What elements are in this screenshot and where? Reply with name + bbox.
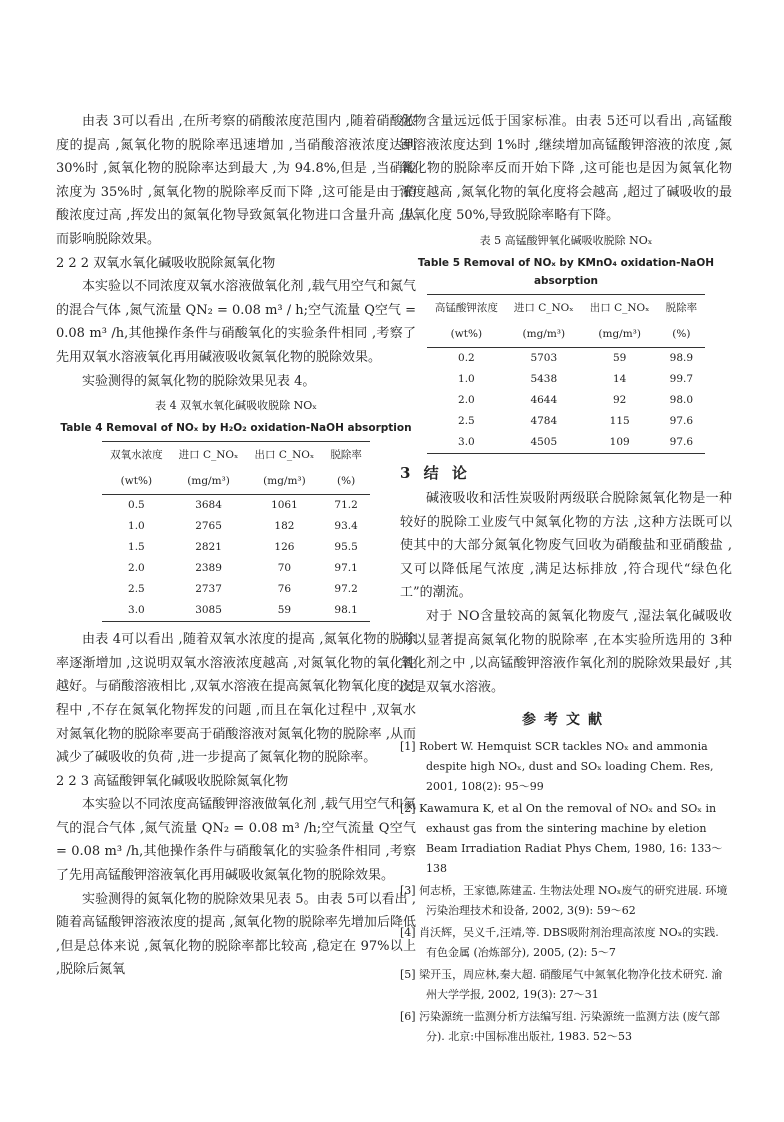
table-header: 进口 C_NOₓ (171, 442, 247, 469)
subsection-heading-222: 2 2 2 双氧水氧化碱吸收脱除氮氧化物 (56, 255, 276, 271)
table-unit: (%) (322, 468, 370, 495)
table-row: 0.2 5703 59 98.9 (458, 351, 694, 364)
paragraph: 本实验以不同浓度高锰酸钾溶液做氧化剂 ,载气用空气和氮气的混合气体 ,氮气流量 QN₂ = 0.08 m³ /h;空气流量 Q空气 = 0.08 m³ /h,其他操作条件与硝酸氧化的实验条件相同 ,考察了先用高锰酸钾溶液氧化再用碱吸收氮氧化物的脱除效果。 (56, 797, 416, 884)
left-column (56, 110, 416, 982)
table-row: 1.0 2765 182 93.4 (128, 520, 358, 533)
table5-caption-cn: 表 5 高锰酸钾氧化碱吸收脱除 NOₓ (479, 233, 653, 247)
table-row: 2.0 2389 70 97.1 (128, 562, 358, 575)
table-row: 2.0 4644 92 98.0 (458, 393, 694, 406)
right-column (400, 110, 732, 1049)
table-row: 2.5 2737 76 97.2 (128, 583, 358, 596)
table4-caption-cn: 表 4 双氧水氧化碱吸收脱除 NOₓ (155, 399, 317, 413)
table5 (427, 294, 705, 454)
table-unit: (mg/m³) (171, 468, 247, 495)
table-row: 1.0 5438 14 99.7 (458, 372, 694, 385)
reference-item: [1] Robert W. Hemquist SCR tackles NOₓ and ammonia despite high NOₓ, dust and SOₓ loading Chem. Res, 2001, 108(2): 95～99 (400, 740, 714, 794)
table-row: 2.5 4784 115 97.6 (458, 414, 694, 427)
table-row: 0.5 3684 1061 71.2 (128, 499, 358, 512)
paragraph: 实验测得的氮氧化物的脱除效果见表 5。由表 5可以看出 ,随着高锰酸钾溶液浓度的提高 ,氮氧化物的脱除率先增加后降低 ,但是总体来说 ,氮氧化物的脱除率都比较高 ,稳定在 97%以上 ,脱除后氮氧 (56, 891, 416, 978)
table5-caption-en: Table 5 Removal of NOₓ by KMnO₄ oxidation-NaOH absorption (417, 256, 715, 287)
table-unit: (wt%) (427, 321, 506, 348)
table-header: 高锰酸钾浓度 (427, 294, 506, 321)
reference-item: [2] Kawamura K, et al On the removal of NOₓ and SOₓ in exhaust gas from the sintering machine by eletion Beam Irradiation Radiat Phys Chem, 1980, 16: 133～138 (400, 802, 723, 876)
table-row: 3.0 4505 109 97.6 (427, 432, 705, 454)
table-unit: (mg/m³) (247, 468, 323, 495)
reference-item: [3] 何志桥，王家德,陈建孟. 生物法处理 NOₓ废气的研究进展. 环境污染治理技术和设备, 2002, 3(9): 59～62 (400, 884, 728, 918)
references-heading: 参考文献 (522, 712, 610, 729)
table-unit: (wt%) (102, 468, 171, 495)
paragraph: 碱液吸收和活性炭吸附两级联合脱除氮氧化物是一种较好的脱除工业废气中氮氧化物的方法 ,这种方法既可以使其中的大部分氮氧化物废气回收为硝酸盐和亚硝酸盐 ,又可以降低尾气浓度 ,满足达标排放 ,符合现代“绿色化工”的潮流。 (400, 490, 732, 601)
table-header: 双氧水浓度 (102, 442, 171, 469)
paragraph: 化物含量远远低于国家标准。由表 5还可以看出 ,高锰酸钾溶液浓度达到 1%时 ,继续增加高锰酸钾溶液的浓度 ,氮氧化物的脱除率反而开始下降 ,这可能也是因为氮氧化物浓度越高 ,氮氧化物的氧化度将会越高 ,超过了碱吸收的最佳氧化度 50%,导致脱除率略有下降。 (400, 114, 732, 224)
table-header: 出口 C_NOₓ (582, 294, 658, 321)
table4 (102, 441, 370, 622)
table4-caption-en: Table 4 Removal of NOₓ by H₂O₂ oxidation-NaOH absorption (60, 422, 412, 435)
table-header: 出口 C_NOₓ (247, 442, 323, 469)
reference-item: [6] 污染源统一监测分析方法编写组. 污染源统一监测方法 (废气部分). 北京:中国标准出版社, 1983. 52～53 (400, 1010, 720, 1044)
paragraph: 实验测得的氮氧化物的脱除效果见表 4。 (82, 373, 316, 389)
subsection-heading-223: 2 2 3 高锰酸钾氧化碱吸收脱除氮氧化物 (56, 773, 289, 789)
paragraph: 对于 NO含量较高的氮氧化物废气 ,湿法氧化碱吸收可以显著提高氮氧化物的脱除率 ,在本实验所选用的 3种氧化剂之中 ,以高锰酸钾溶液作氧化剂的脱除效果最好 ,其次是双氧水溶液。 (400, 608, 732, 695)
table-row: 1.5 2821 126 95.5 (128, 541, 358, 554)
table-header: 脱除率 (658, 294, 706, 321)
paragraph: 由表 4可以看出 ,随着双氧水浓度的提高 ,氮氧化物的脱除率逐渐增加 ,这说明双氧水溶液浓度越高 ,对氮氧化物的氧化性越好。与硝酸溶液相比 ,双氧水溶液在提高氮氧化物氧化度的过程中 ,不存在氮氧化物挥发的问题 ,而且在氧化过程中 ,双氧水对氮氧化物的脱除率要高于硝酸溶液对氮氧化物的脱除率 ,从而减少了碱吸收的负荷 ,进一步提高了氮氧化物的脱除率。 (56, 632, 416, 766)
paragraph: 由表 3可以看出 ,在所考察的硝酸浓度范围内 ,随着硝酸浓度的提高 ,氮氧化物的脱除率迅速增加 ,当硝酸溶液浓度达到 30%时 ,氮氧化物的脱除率达到最大 ,为 94.8%,但是 ,当硝酸浓度为 35%时 ,氮氧化物的脱除率反而下降 ,这可能是由于硝酸浓度过高 ,挥发出的氮氧化物导致氮氧化物进口含量升高 ,从而影响脱除效果。 (56, 114, 416, 247)
table-unit: (mg/m³) (582, 321, 658, 348)
table-unit: (mg/m³) (506, 321, 582, 348)
reference-item: [4] 肖沃辉，吴义千,汪靖,等. DBS吸附剂治理高浓度 NOₓ的实践. 有色金属 (冶炼部分), 2005, (2): 5～7 (400, 926, 719, 960)
table-header: 脱除率 (322, 442, 370, 469)
section-heading-conclusion: 3 结 论 (400, 463, 471, 482)
table-unit: (%) (658, 321, 706, 348)
table-header: 进口 C_NOₓ (506, 294, 582, 321)
paragraph: 本实验以不同浓度双氧水溶液做氧化剂 ,载气用空气和氮气的混合气体 ,氮气流量 QN₂ = 0.08 m³ / h;空气流量 Q空气 = 0.08 m³ /h,其他操作条件与硝酸氧化的实验条件相同 ,考察了先用双氧水溶液氧化再用碱液吸收氮氧化物的脱除效果。 (56, 279, 416, 365)
reference-item: [5] 梁开玉，周应林,秦大超. 硝酸尾气中氮氧化物净化技术研究. 渝州大学学报, 2002, 19(3): 27～31 (400, 968, 723, 1002)
table-row: 3.0 3085 59 98.1 (102, 600, 370, 622)
